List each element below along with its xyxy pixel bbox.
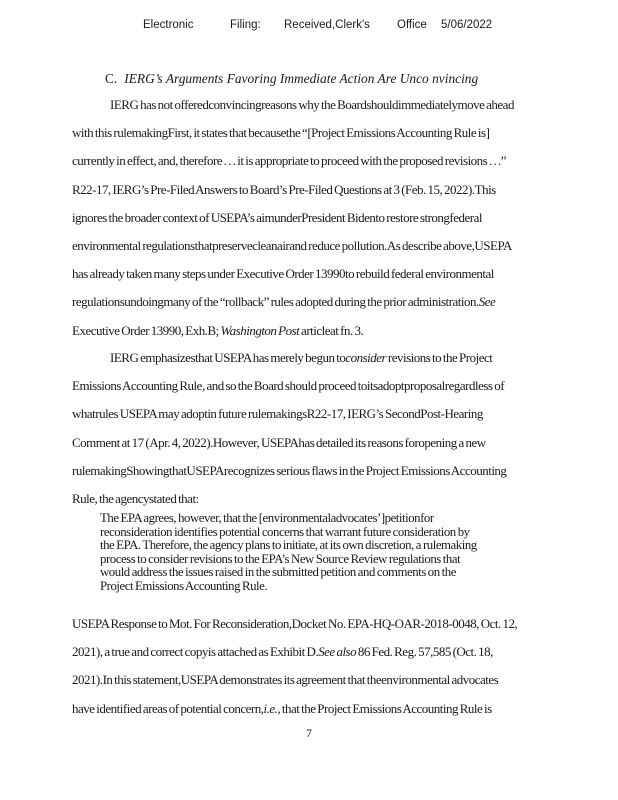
- section-title: IERG’s Arguments Favoring Immediate Action Are Unco nvincing: [124, 71, 479, 86]
- text-line: IERG has not offeredconvincingreasons why the Boardshouldimmediatelymove ahead: [110, 97, 514, 112]
- header-part: Electronic: [143, 19, 194, 31]
- page-number: 7: [306, 728, 312, 740]
- text-line: rulemakingShowingthatUSEPArecognizes serious flaws in the Project Emissions Accounting: [72, 462, 507, 478]
- text-line: Emissions Accounting Rule, and so the Board should proceed toitsadoptproposalregardless of: [72, 378, 505, 394]
- text-line: 2021).In this statement,USEPA demonstrates its agreement that theenvironmental advocates: [72, 672, 499, 688]
- header-part: Filing:: [230, 19, 261, 31]
- text-line: Executive Order 13990, Exh.B; Washington Post articleat fn. 3.: [72, 322, 364, 338]
- text-line: environmental regulationsthatpreservecleanairand reduce pollution.As describe above,USEPA: [72, 237, 512, 253]
- text-line: R22-17, IERG’s Pre-Filed Answers to Board’s Pre-Filed Questions at 3 (Feb. 15, 2022).This: [72, 181, 496, 197]
- text-line: with this rulemakingFirst, it states that becausethe “[Project Emissions Accounting Rule is]: [72, 125, 490, 141]
- header-part: Office: [397, 19, 427, 31]
- text-line: The EPA agrees, however, that the [environmentaladvocates’]petitionfor: [100, 511, 434, 525]
- text-line: Project Emissions Accounting Rule.: [100, 578, 268, 593]
- text-line: regulationsundoingmany of the “rollback” rules adopted during the prior administration.See: [72, 294, 496, 310]
- text-line: would address the issues raised in the submitted petition and comments on the: [100, 565, 456, 580]
- header-date: 5/06/2022: [441, 19, 493, 31]
- text-line: IERG emphasizesthat USEPA has merely begun toconsider revisions to the Project: [110, 350, 493, 365]
- text-line: reconsideration identifies potential concerns that warrant future consideration by: [100, 524, 470, 539]
- header-part: Received,Clerk's: [284, 19, 370, 31]
- filing-stamp-header: [0, 19, 618, 37]
- text-line: process to consider revisions to the EPA’s New Source Review regulations that: [100, 551, 461, 566]
- page-footer: [0, 728, 618, 740]
- text-line: Comment at 17 (Apr. 4, 2022).However, USEPAhas detailed its reasons foropening a new: [72, 434, 486, 450]
- text-line: 2021), a true and correct copyis attached as Exhibit D.See also 86 Fed. Reg. 57,585 (Oct. 18,: [72, 644, 493, 660]
- text-line: whatrules USEPA may adoptin future rulemakingsR22-17, IERG’s SecondPost-Hearing: [72, 406, 483, 422]
- paragraph: [72, 344, 602, 513]
- paragraph: [72, 610, 602, 723]
- text-line: has already taken many steps under Executive Order 13990to rebuild federal environmental: [72, 266, 494, 282]
- section-heading: [105, 71, 478, 87]
- text-line: have identified areas of potential concern,i.e., that the Project Emissions Accounting Rule is: [72, 700, 492, 716]
- text-line: the EPA. Therefore, the agency plans to initiate, at its own discretion, a rulemaking: [100, 538, 477, 553]
- section-number: C.: [105, 71, 118, 86]
- block-quote: [100, 512, 570, 594]
- text-line: USEPA Response to Mot. For Reconsideration,Docket No. EPA-HQ-OAR-2018-0048, Oct. 12,: [72, 616, 518, 631]
- text-line: Rule, the agencystated that:: [72, 490, 199, 506]
- text-line: ignores the broader context of USEPA’s aimunderPresident Bidento restore strongfederal: [72, 209, 482, 225]
- text-line: currently in effect, and, therefore . . . it is appropriate to proceed with the proposed revisions . . .”: [72, 153, 507, 169]
- paragraph: [72, 91, 602, 345]
